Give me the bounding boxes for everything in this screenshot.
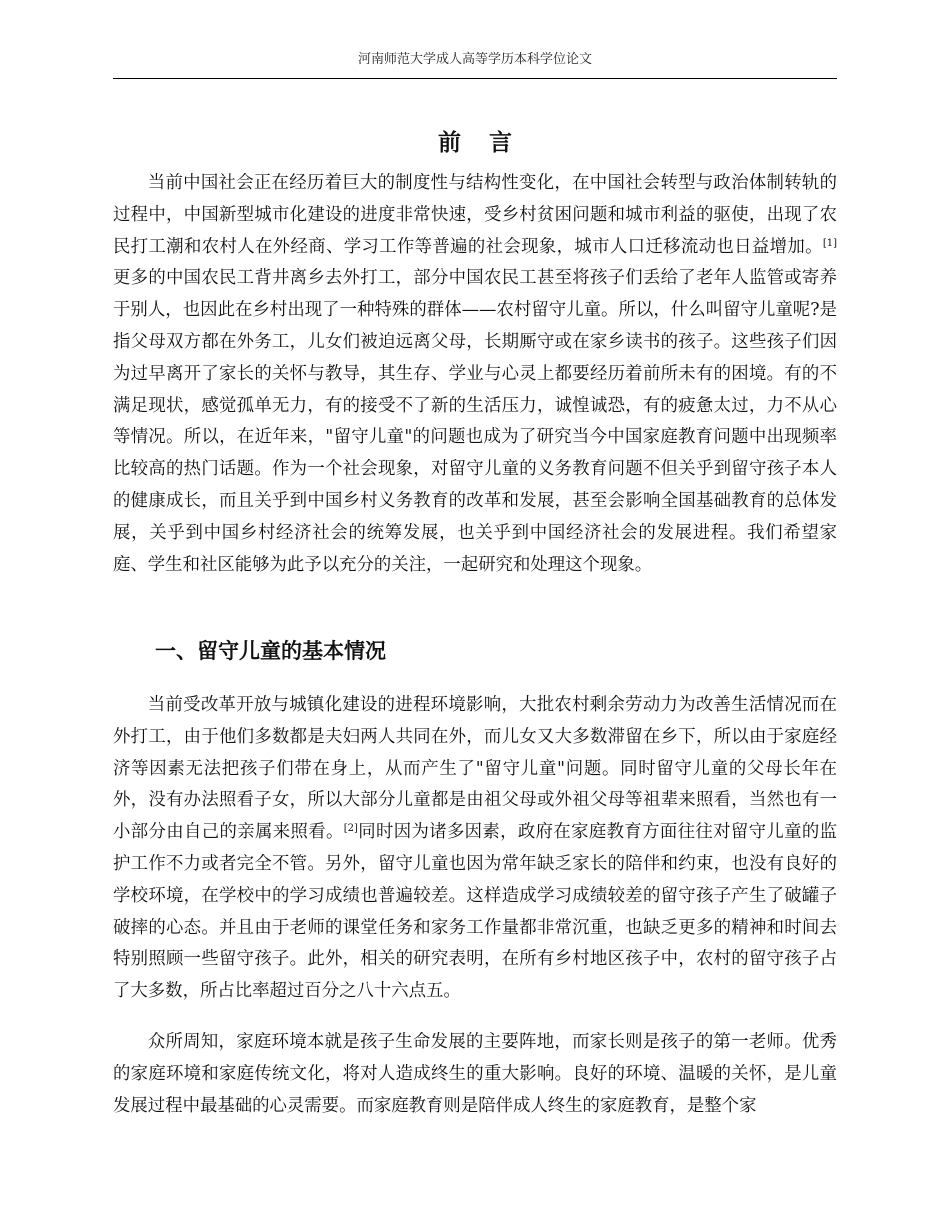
paragraph-text: 更多的中国农民工背井离乡去外打工，部分中国农民工甚至将孩子们丢给了老年人监管或寄养于别人，也因此在乡村出现了一种特殊的群体——农村留守儿童。所以，什么叫留守儿童呢?是指父母双方都在外务工，儿女们被迫远离父母，长期厮守或在家乡读书的孩子。这些孩子们因为过早离开了家长的关怀与教导，其生存、学业与心灵上都要经历着前所未有的困境。有的不满足现状，感觉孤单无力，有的接受不了新的生活压力，诚惶诚恐，有的疲惫太过，力不从心等情况。所以，在近年来，"留守儿童"的问题也成为了研究当今中国家庭教育问题中出现频率比较高的热门话题。作为一个社会现象，对留守儿童的义务教育问题不但关乎到留守孩子本人的健康成长，而且关乎到中国乡村义务教育的改革和发展，甚至会影响全国基础教育的总体发展，关乎到中国乡村经济社会的统筹发展，也关乎到中国经济社会的发展进程。我们希望家庭、学生和社区能够为此予以充分的关注，一起研究和处理这个现象。 (113, 268, 837, 575)
citation-ref-1: [1] (822, 237, 837, 249)
paragraph-text: 当前受改革开放与城镇化建设的进程环境影响，大批农村剩余劳动力为改善生活情况而在外打工，由于他们多数都是夫妇两人共同在外，而儿女又大多数滞留在乡下，所以由于家庭经济等因素无法把孩子们带在身上，从而产生了"留守儿童"问题。同时留守儿童的父母长年在外，没有办法照看子女，所以大部分儿童都是由祖父母或外祖父母等祖辈来照看，当然也有一小部分由自己的亲属来照看。 (113, 695, 837, 843)
body-paragraph-3: 众所周知，家庭环境本就是孩子生命发展的主要阵地，而家长则是孩子的第一老师。优秀的家庭环境和家庭传统文化，将对人造成终生的重大影响。良好的环境、温暖的关怀，是儿童发展过程中最基础的心灵需要。而家庭教育则是陪伴成人终生的家庭教育，是整个家 (113, 1032, 837, 1116)
body-paragraph-2 (113, 690, 837, 1008)
paragraph-text: 同时因为诸多因素，政府在家庭教育方面往往对留守儿童的监护工作不力或者完全不管。另外，留守儿童也因为常年缺乏家长的陪伴和约束，也没有良好的学校环境，在学校中的学习成绩也普遍较差。这样造成学习成绩较差的留守孩子产生了破罐子破摔的心态。并且由于老师的课堂任务和家务工作量都非常沉重，也缺乏更多的精神和时间去特别照顾一些留守孩子。此外，相关的研究表明，在所有乡村地区孩子中，农村的留守孩子占了大多数，所占比率超过百分之八十六点五。 (113, 822, 837, 1002)
section-heading: 一、留守儿童的基本情况 (155, 639, 386, 663)
body-paragraph-1 (113, 168, 837, 581)
paragraph-text: 当前中国社会正在经历着巨大的制度性与结构性变化，在中国社会转型与政治体制转轨的过程中，中国新型城市化建设的进度非常快速，受乡村贫困问题和城市利益的驱使，出现了农民打工潮和农村人在外经商、学习工作等普遍的社会现象，城市人口迁移流动也日益增加。 (113, 173, 837, 257)
citation-ref-2: [2] (343, 823, 358, 835)
header-divider (113, 78, 837, 79)
running-header: 河南师范大学成人高等学历本科学位论文 (357, 52, 592, 67)
page-title: 前言 (438, 129, 540, 157)
